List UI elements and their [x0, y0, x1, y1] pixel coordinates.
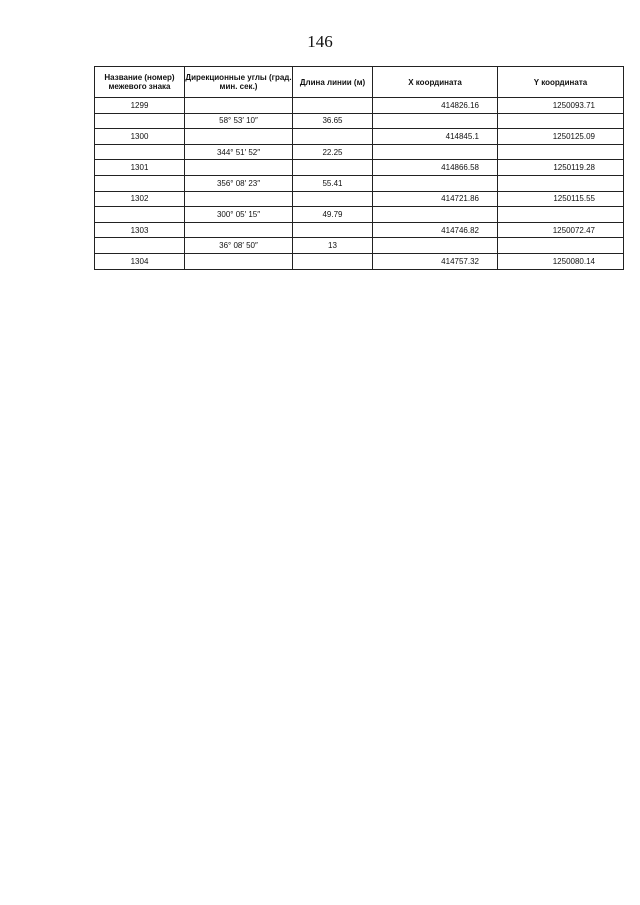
cell-angle: 356° 08′ 23″	[185, 175, 293, 191]
empty-cell	[185, 222, 293, 238]
empty-cell	[373, 207, 498, 223]
cell-name: 1299	[95, 98, 185, 114]
empty-cell	[95, 113, 185, 129]
point-row	[95, 98, 624, 114]
empty-cell	[498, 113, 624, 129]
cell-x: 414826.16	[373, 98, 498, 114]
cell-x: 414757.32	[373, 253, 498, 269]
point-row	[95, 160, 624, 176]
empty-cell	[293, 98, 373, 114]
empty-cell	[185, 253, 293, 269]
cell-name: 1300	[95, 129, 185, 145]
empty-cell	[95, 238, 185, 254]
cell-name: 1304	[95, 253, 185, 269]
cell-angle: 58° 53′ 10″	[185, 113, 293, 129]
cell-length: 36.65	[293, 113, 373, 129]
empty-cell	[498, 238, 624, 254]
cell-x: 414746.82	[373, 222, 498, 238]
empty-cell	[185, 191, 293, 207]
cell-length: 13	[293, 238, 373, 254]
point-row	[95, 253, 624, 269]
empty-cell	[373, 238, 498, 254]
cell-angle: 300° 05′ 15″	[185, 207, 293, 223]
segment-row	[95, 144, 624, 160]
col-x: X координата	[373, 67, 498, 98]
empty-cell	[373, 175, 498, 191]
boundary-table	[94, 66, 624, 270]
segment-row	[95, 207, 624, 223]
empty-cell	[185, 98, 293, 114]
empty-cell	[293, 129, 373, 145]
cell-length: 22.25	[293, 144, 373, 160]
table-body	[95, 98, 624, 270]
empty-cell	[95, 144, 185, 160]
page-number: 146	[307, 32, 333, 51]
header-row	[95, 67, 624, 98]
empty-cell	[498, 207, 624, 223]
point-row	[95, 129, 624, 145]
empty-cell	[185, 160, 293, 176]
empty-cell	[373, 144, 498, 160]
cell-name: 1303	[95, 222, 185, 238]
cell-y: 1250072.47	[498, 222, 624, 238]
segment-row	[95, 175, 624, 191]
cell-angle: 344° 51′ 52″	[185, 144, 293, 160]
cell-y: 1250119.28	[498, 160, 624, 176]
empty-cell	[95, 207, 185, 223]
empty-cell	[185, 129, 293, 145]
cell-y: 1250125.09	[498, 129, 624, 145]
cell-x: 414845.1	[373, 129, 498, 145]
empty-cell	[293, 253, 373, 269]
point-row	[95, 191, 624, 207]
empty-cell	[498, 175, 624, 191]
segment-row	[95, 238, 624, 254]
empty-cell	[293, 222, 373, 238]
cell-x: 414721.86	[373, 191, 498, 207]
cell-angle: 36° 08′ 50″	[185, 238, 293, 254]
empty-cell	[95, 175, 185, 191]
empty-cell	[373, 113, 498, 129]
cell-name: 1301	[95, 160, 185, 176]
col-angle: Дирекционные углы (град. мин. сек.)	[185, 67, 293, 98]
cell-length: 55.41	[293, 175, 373, 191]
cell-x: 414866.58	[373, 160, 498, 176]
cell-length: 49.79	[293, 207, 373, 223]
cell-y: 1250080.14	[498, 253, 624, 269]
col-y: Y координата	[498, 67, 624, 98]
cell-y: 1250093.71	[498, 98, 624, 114]
cell-name: 1302	[95, 191, 185, 207]
cell-y: 1250115.55	[498, 191, 624, 207]
segment-row	[95, 113, 624, 129]
empty-cell	[498, 144, 624, 160]
point-row	[95, 222, 624, 238]
empty-cell	[293, 191, 373, 207]
empty-cell	[293, 160, 373, 176]
col-length: Длина линии (м)	[293, 67, 373, 98]
col-name: Название (номер) межевого знака	[95, 67, 185, 98]
